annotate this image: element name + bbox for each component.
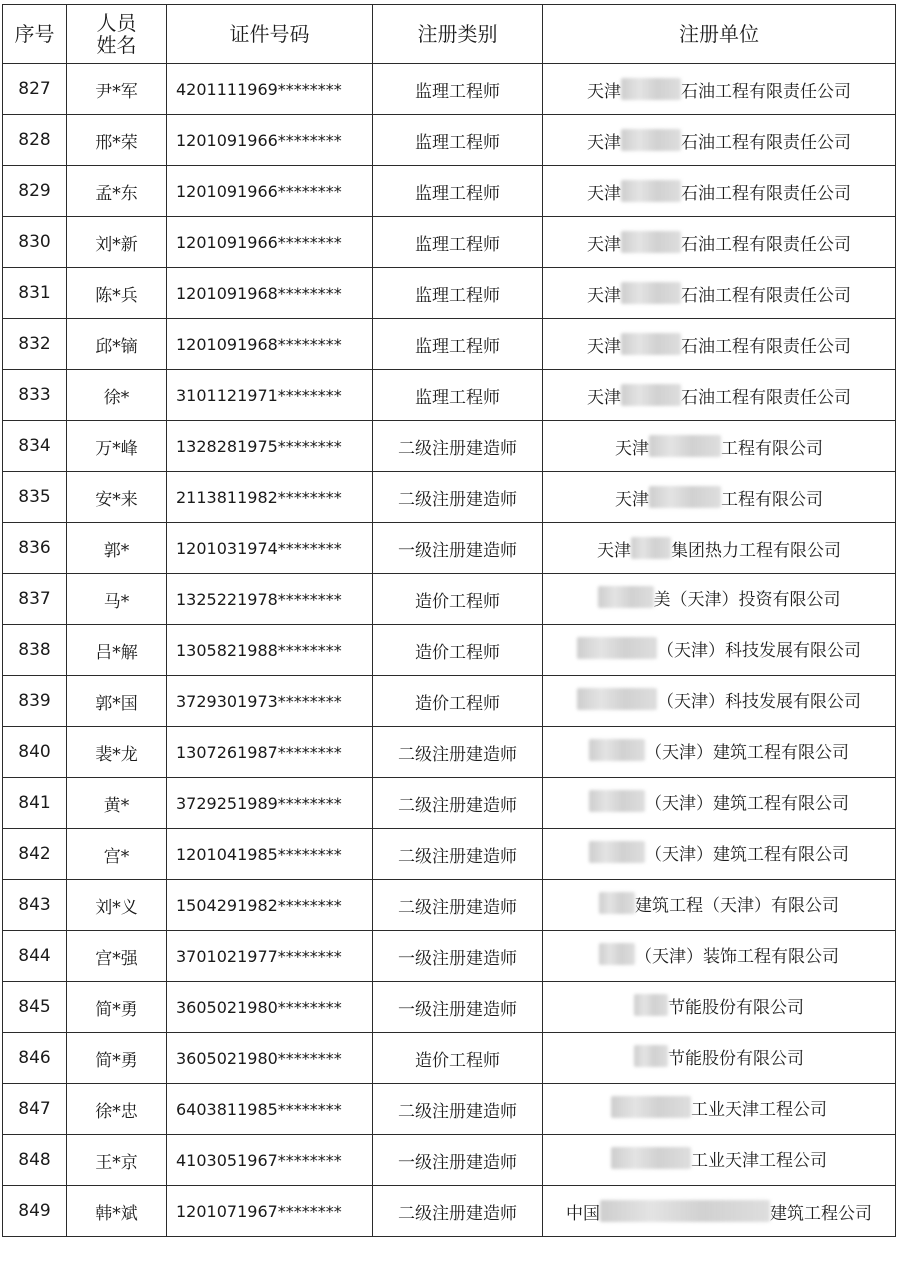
- row-id-number: 3701021977********: [167, 931, 373, 982]
- redaction-blur: [649, 486, 721, 508]
- row-seq: 828: [3, 115, 67, 166]
- row-unit: [543, 880, 896, 931]
- table-row: [3, 319, 896, 370]
- unit-text-group: [587, 77, 851, 102]
- table-body: [3, 64, 896, 1237]
- row-seq: 832: [3, 319, 67, 370]
- row-name: 陈*兵: [67, 268, 167, 319]
- table-row: [3, 778, 896, 829]
- table-row: [3, 523, 896, 574]
- unit-suffix: 节能股份有限公司: [668, 997, 804, 1018]
- unit-suffix: 石油工程有限责任公司: [681, 285, 851, 306]
- row-seq: 847: [3, 1084, 67, 1135]
- unit-text-group: [598, 585, 841, 610]
- unit-suffix: 节能股份有限公司: [668, 1048, 804, 1069]
- row-seq: 827: [3, 64, 67, 115]
- row-name: 刘*义: [67, 880, 167, 931]
- table-row: [3, 268, 896, 319]
- unit-text-group: [589, 840, 849, 865]
- row-reg-type: 监理工程师: [373, 370, 543, 421]
- row-seq: 841: [3, 778, 67, 829]
- unit-suffix: 石油工程有限责任公司: [681, 183, 851, 204]
- row-id-number: 1201091966********: [167, 115, 373, 166]
- row-name: 简*勇: [67, 1033, 167, 1084]
- row-reg-type: 监理工程师: [373, 268, 543, 319]
- table-row: [3, 115, 896, 166]
- unit-text-group: [634, 1044, 804, 1069]
- row-seq: 843: [3, 880, 67, 931]
- row-id-number: 1305821988********: [167, 625, 373, 676]
- row-reg-type: 二级注册建造师: [373, 880, 543, 931]
- header-name-text: 人员姓名: [96, 11, 137, 57]
- unit-text-group: [577, 687, 861, 712]
- row-name: 马*: [67, 574, 167, 625]
- table-row: [3, 421, 896, 472]
- row-name: 郭*: [67, 523, 167, 574]
- row-reg-type: 二级注册建造师: [373, 727, 543, 778]
- unit-text-group: [587, 332, 851, 357]
- redaction-blur: [621, 282, 681, 304]
- redaction-blur: [599, 943, 635, 965]
- table-row: [3, 880, 896, 931]
- row-id-number: 1504291982********: [167, 880, 373, 931]
- unit-prefix: 天津: [587, 183, 621, 204]
- unit-text-group: [597, 536, 841, 561]
- unit-suffix: 工业天津工程公司: [691, 1099, 827, 1120]
- row-reg-type: 二级注册建造师: [373, 778, 543, 829]
- row-name: 徐*: [67, 370, 167, 421]
- unit-text-group: [577, 636, 861, 661]
- redaction-blur: [621, 333, 681, 355]
- unit-suffix: （天津）装饰工程有限公司: [635, 946, 839, 967]
- row-seq: 834: [3, 421, 67, 472]
- row-id-number: 3605021980********: [167, 982, 373, 1033]
- unit-text-group: [599, 891, 839, 916]
- row-reg-type: 一级注册建造师: [373, 931, 543, 982]
- row-unit: [543, 1186, 896, 1237]
- row-id-number: 3729251989********: [167, 778, 373, 829]
- unit-text-group: [611, 1095, 827, 1120]
- row-name: 吕*解: [67, 625, 167, 676]
- redaction-blur: [611, 1147, 691, 1169]
- row-unit: [543, 574, 896, 625]
- table-row: [3, 931, 896, 982]
- table-row: [3, 982, 896, 1033]
- row-id-number: 3729301973********: [167, 676, 373, 727]
- row-id-number: 1307261987********: [167, 727, 373, 778]
- row-unit: [543, 166, 896, 217]
- row-reg-type: 一级注册建造师: [373, 982, 543, 1033]
- registration-table: [2, 4, 896, 1237]
- row-id-number: 1201071967********: [167, 1186, 373, 1237]
- row-reg-type: 监理工程师: [373, 115, 543, 166]
- row-unit: [543, 676, 896, 727]
- unit-text-group: [587, 281, 851, 306]
- row-unit: [543, 778, 896, 829]
- row-unit: [543, 319, 896, 370]
- unit-text-group: [589, 738, 849, 763]
- row-name: 宫*强: [67, 931, 167, 982]
- row-reg-type: 二级注册建造师: [373, 829, 543, 880]
- unit-prefix: 天津: [587, 336, 621, 357]
- row-unit: [543, 931, 896, 982]
- unit-text-group: [634, 993, 804, 1018]
- unit-text-group: [589, 789, 849, 814]
- header-name: [67, 5, 167, 64]
- unit-text-group: [587, 128, 851, 153]
- row-id-number: 1201041985********: [167, 829, 373, 880]
- row-seq: 845: [3, 982, 67, 1033]
- unit-prefix: 天津: [597, 540, 631, 561]
- row-unit: [543, 115, 896, 166]
- redaction-blur: [621, 384, 681, 406]
- row-id-number: 3101121971********: [167, 370, 373, 421]
- row-seq: 840: [3, 727, 67, 778]
- row-reg-type: 二级注册建造师: [373, 1186, 543, 1237]
- row-reg-type: 监理工程师: [373, 319, 543, 370]
- unit-prefix: 天津: [615, 489, 649, 510]
- row-unit: [543, 982, 896, 1033]
- table-row: [3, 1084, 896, 1135]
- row-id-number: 1201091966********: [167, 166, 373, 217]
- unit-suffix: 工业天津工程公司: [691, 1150, 827, 1171]
- row-seq: 836: [3, 523, 67, 574]
- row-id-number: 1328281975********: [167, 421, 373, 472]
- header-id-number: 证件号码: [167, 5, 373, 64]
- unit-suffix: 石油工程有限责任公司: [681, 387, 851, 408]
- row-name: 刘*新: [67, 217, 167, 268]
- row-unit: [543, 472, 896, 523]
- unit-prefix: 中国: [566, 1203, 600, 1224]
- row-seq: 831: [3, 268, 67, 319]
- row-reg-type: 一级注册建造师: [373, 523, 543, 574]
- table-row: [3, 1135, 896, 1186]
- table-row: [3, 574, 896, 625]
- unit-prefix: 天津: [587, 285, 621, 306]
- redaction-blur: [598, 586, 654, 608]
- table-row: [3, 1186, 896, 1237]
- table-header: [3, 5, 896, 64]
- row-id-number: 4201111969********: [167, 64, 373, 115]
- row-seq: 835: [3, 472, 67, 523]
- row-seq: 846: [3, 1033, 67, 1084]
- table-row: [3, 64, 896, 115]
- row-unit: [543, 727, 896, 778]
- unit-text-group: [615, 485, 823, 510]
- row-seq: 830: [3, 217, 67, 268]
- redaction-blur: [589, 790, 645, 812]
- unit-text-group: [611, 1146, 827, 1171]
- redaction-blur: [577, 688, 657, 710]
- table-row: [3, 625, 896, 676]
- table-row: [3, 370, 896, 421]
- row-reg-type: 造价工程师: [373, 625, 543, 676]
- row-seq: 837: [3, 574, 67, 625]
- row-name: 邢*荣: [67, 115, 167, 166]
- row-seq: 838: [3, 625, 67, 676]
- row-name: 宫*: [67, 829, 167, 880]
- row-unit: [543, 370, 896, 421]
- table-row: [3, 1033, 896, 1084]
- redaction-blur: [589, 841, 645, 863]
- row-name: 孟*东: [67, 166, 167, 217]
- row-unit: [543, 829, 896, 880]
- row-id-number: 3605021980********: [167, 1033, 373, 1084]
- row-id-number: 2113811982********: [167, 472, 373, 523]
- row-unit: [543, 523, 896, 574]
- row-seq: 849: [3, 1186, 67, 1237]
- row-name: 简*勇: [67, 982, 167, 1033]
- unit-suffix: 建筑工程公司: [770, 1203, 872, 1224]
- row-unit: [543, 217, 896, 268]
- unit-text-group: [599, 942, 839, 967]
- row-reg-type: 二级注册建造师: [373, 421, 543, 472]
- row-name: 王*京: [67, 1135, 167, 1186]
- row-id-number: 1201091968********: [167, 268, 373, 319]
- header-seq: 序号: [3, 5, 67, 64]
- unit-suffix: 美（天津）投资有限公司: [653, 589, 841, 610]
- row-name: 裴*龙: [67, 727, 167, 778]
- row-reg-type: 一级注册建造师: [373, 1135, 543, 1186]
- unit-text-group: [587, 179, 851, 204]
- redaction-blur: [634, 1045, 668, 1067]
- row-reg-type: 造价工程师: [373, 676, 543, 727]
- redaction-blur: [621, 78, 681, 100]
- row-unit: [543, 268, 896, 319]
- header-reg-type: 注册类别: [373, 5, 543, 64]
- unit-suffix: （天津）建筑工程有限公司: [645, 844, 849, 865]
- unit-suffix: （天津）建筑工程有限公司: [645, 793, 849, 814]
- row-name: 徐*忠: [67, 1084, 167, 1135]
- header-unit: 注册单位: [543, 5, 896, 64]
- row-unit: [543, 625, 896, 676]
- header-row: [3, 5, 896, 64]
- redaction-blur: [599, 892, 635, 914]
- unit-suffix: （天津）科技发展有限公司: [657, 640, 861, 661]
- redaction-blur: [611, 1096, 691, 1118]
- unit-suffix: 工程有限公司: [721, 438, 823, 459]
- row-unit: [543, 1033, 896, 1084]
- table-row: [3, 727, 896, 778]
- redaction-blur: [621, 231, 681, 253]
- row-name: 安*来: [67, 472, 167, 523]
- unit-prefix: 天津: [587, 387, 621, 408]
- redaction-blur: [621, 129, 681, 151]
- unit-text-group: [615, 434, 823, 459]
- row-reg-type: 监理工程师: [373, 64, 543, 115]
- redaction-blur: [600, 1200, 770, 1222]
- row-seq: 842: [3, 829, 67, 880]
- unit-suffix: 建筑工程（天津）有限公司: [635, 895, 839, 916]
- row-id-number: 1201031974********: [167, 523, 373, 574]
- table-row: [3, 472, 896, 523]
- unit-text-group: [566, 1199, 872, 1224]
- redaction-blur: [621, 180, 681, 202]
- row-reg-type: 造价工程师: [373, 1033, 543, 1084]
- row-id-number: 1201091968********: [167, 319, 373, 370]
- unit-suffix: 集团热力工程有限公司: [671, 540, 841, 561]
- row-name: 邱*镝: [67, 319, 167, 370]
- unit-suffix: （天津）科技发展有限公司: [657, 691, 861, 712]
- row-seq: 839: [3, 676, 67, 727]
- row-id-number: 1201091966********: [167, 217, 373, 268]
- row-id-number: 1325221978********: [167, 574, 373, 625]
- unit-suffix: 石油工程有限责任公司: [681, 81, 851, 102]
- row-seq: 848: [3, 1135, 67, 1186]
- row-reg-type: 二级注册建造师: [373, 1084, 543, 1135]
- unit-prefix: 天津: [587, 234, 621, 255]
- row-name: 黄*: [67, 778, 167, 829]
- row-seq: 829: [3, 166, 67, 217]
- row-name: 郭*国: [67, 676, 167, 727]
- unit-suffix: 石油工程有限责任公司: [681, 132, 851, 153]
- row-id-number: 6403811985********: [167, 1084, 373, 1135]
- redaction-blur: [634, 994, 668, 1016]
- unit-suffix: （天津）建筑工程有限公司: [645, 742, 849, 763]
- row-reg-type: 二级注册建造师: [373, 472, 543, 523]
- row-unit: [543, 421, 896, 472]
- row-unit: [543, 64, 896, 115]
- registration-table-page: [2, 4, 895, 1237]
- table-row: [3, 166, 896, 217]
- row-name: 万*峰: [67, 421, 167, 472]
- row-id-number: 4103051967********: [167, 1135, 373, 1186]
- row-name: 尹*军: [67, 64, 167, 115]
- row-reg-type: 监理工程师: [373, 217, 543, 268]
- row-seq: 844: [3, 931, 67, 982]
- unit-suffix: 石油工程有限责任公司: [681, 234, 851, 255]
- unit-suffix: 石油工程有限责任公司: [681, 336, 851, 357]
- row-unit: [543, 1135, 896, 1186]
- row-reg-type: 造价工程师: [373, 574, 543, 625]
- unit-suffix: 工程有限公司: [721, 489, 823, 510]
- table-row: [3, 676, 896, 727]
- table-row: [3, 829, 896, 880]
- redaction-blur: [577, 637, 657, 659]
- unit-text-group: [587, 383, 851, 408]
- row-name: 韩*斌: [67, 1186, 167, 1237]
- unit-prefix: 天津: [587, 132, 621, 153]
- unit-prefix: 天津: [615, 438, 649, 459]
- redaction-blur: [589, 739, 645, 761]
- table-row: [3, 217, 896, 268]
- row-reg-type: 监理工程师: [373, 166, 543, 217]
- row-seq: 833: [3, 370, 67, 421]
- redaction-blur: [631, 537, 671, 559]
- redaction-blur: [649, 435, 721, 457]
- unit-prefix: 天津: [587, 81, 621, 102]
- unit-text-group: [587, 230, 851, 255]
- row-unit: [543, 1084, 896, 1135]
